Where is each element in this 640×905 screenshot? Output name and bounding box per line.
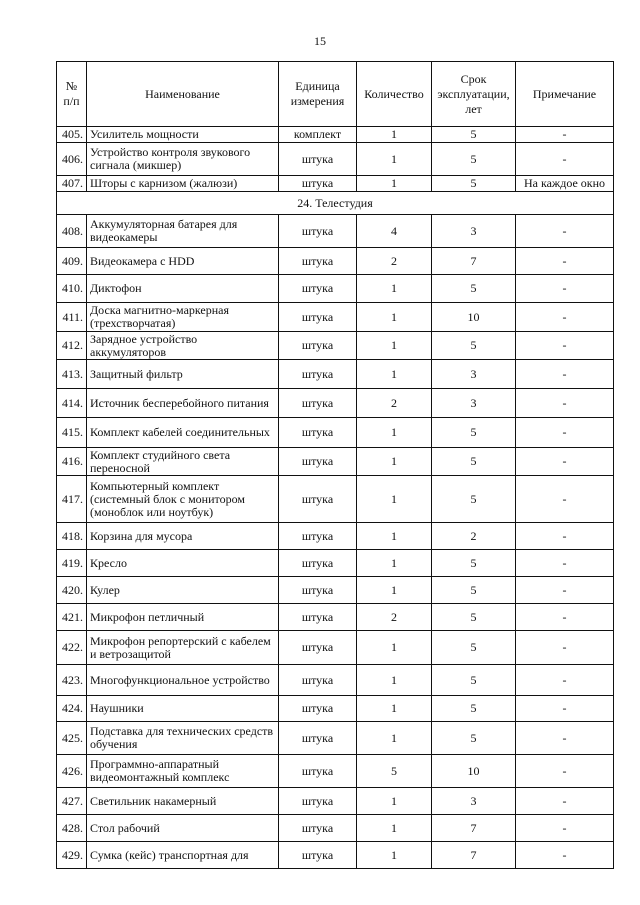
table-row (57, 418, 614, 448)
cell-unit: штука (279, 389, 357, 418)
cell-qty: 1 (357, 631, 432, 665)
header-note: Примечание (516, 62, 614, 127)
cell-unit: штука (279, 722, 357, 755)
cell-num: 406. (57, 143, 87, 176)
cell-life: 5 (432, 418, 516, 448)
cell-life: 5 (432, 275, 516, 303)
cell-unit: штука (279, 275, 357, 303)
cell-life: 5 (432, 577, 516, 604)
cell-num: 417. (57, 476, 87, 523)
header-life: Срок эксплуатации, лет (432, 62, 516, 127)
cell-qty: 2 (357, 248, 432, 275)
cell-name: Зарядное устройство аккумуляторов (87, 332, 279, 360)
cell-num: 414. (57, 389, 87, 418)
cell-num: 425. (57, 722, 87, 755)
cell-note: - (516, 476, 614, 523)
cell-num: 413. (57, 360, 87, 389)
cell-unit: штука (279, 448, 357, 476)
table-row (57, 248, 614, 275)
cell-name: Комплект студийного света переносной (87, 448, 279, 476)
cell-num: 427. (57, 788, 87, 815)
cell-unit: штука (279, 332, 357, 360)
cell-qty: 1 (357, 523, 432, 550)
cell-name: Усилитель мощности (87, 127, 279, 143)
cell-note: - (516, 418, 614, 448)
cell-note: - (516, 143, 614, 176)
cell-life: 3 (432, 788, 516, 815)
cell-life: 7 (432, 248, 516, 275)
cell-unit: штука (279, 303, 357, 332)
cell-num: 428. (57, 815, 87, 842)
table-row (57, 631, 614, 665)
cell-num: 415. (57, 418, 87, 448)
cell-note: - (516, 448, 614, 476)
cell-num: 410. (57, 275, 87, 303)
cell-note: - (516, 815, 614, 842)
cell-num: 412. (57, 332, 87, 360)
page-number: 15 (314, 34, 326, 48)
header-num: № п/п (57, 62, 87, 127)
cell-life: 5 (432, 665, 516, 696)
cell-life: 5 (432, 143, 516, 176)
cell-name: Стол рабочий (87, 815, 279, 842)
cell-num: 418. (57, 523, 87, 550)
cell-name: Аккумуляторная батарея для видеокамеры (87, 215, 279, 248)
cell-note: - (516, 127, 614, 143)
cell-life: 5 (432, 696, 516, 722)
table-row (57, 696, 614, 722)
section-row (57, 192, 614, 215)
table-row (57, 665, 614, 696)
table-row (57, 389, 614, 418)
cell-name: Программно-аппаратный видеомонтажный комплекс (87, 755, 279, 788)
cell-note: - (516, 604, 614, 631)
cell-qty: 1 (357, 448, 432, 476)
cell-qty: 4 (357, 215, 432, 248)
cell-num: 407. (57, 176, 87, 192)
cell-unit: штука (279, 476, 357, 523)
cell-unit: штука (279, 550, 357, 577)
cell-unit: штука (279, 523, 357, 550)
cell-qty: 1 (357, 788, 432, 815)
inventory-table (56, 61, 614, 869)
cell-life: 2 (432, 523, 516, 550)
cell-qty: 1 (357, 815, 432, 842)
table-row (57, 176, 614, 192)
header-unit: Единица измерения (279, 62, 357, 127)
cell-qty: 1 (357, 275, 432, 303)
cell-note: - (516, 523, 614, 550)
cell-unit: штука (279, 815, 357, 842)
table-row (57, 448, 614, 476)
cell-num: 419. (57, 550, 87, 577)
cell-num: 421. (57, 604, 87, 631)
cell-qty: 1 (357, 842, 432, 869)
cell-life: 10 (432, 755, 516, 788)
cell-life: 7 (432, 842, 516, 869)
table-row (57, 143, 614, 176)
cell-qty: 1 (357, 360, 432, 389)
cell-qty: 2 (357, 389, 432, 418)
cell-qty: 1 (357, 303, 432, 332)
cell-num: 426. (57, 755, 87, 788)
cell-name: Шторы с карнизом (жалюзи) (87, 176, 279, 192)
cell-num: 420. (57, 577, 87, 604)
cell-num: 416. (57, 448, 87, 476)
cell-num: 423. (57, 665, 87, 696)
cell-qty: 1 (357, 332, 432, 360)
cell-unit: штука (279, 665, 357, 696)
table-row (57, 127, 614, 143)
cell-life: 3 (432, 215, 516, 248)
table-row (57, 215, 614, 248)
cell-name: Сумка (кейс) транспортная для (87, 842, 279, 869)
cell-unit: комплект (279, 127, 357, 143)
cell-num: 411. (57, 303, 87, 332)
cell-note: - (516, 722, 614, 755)
cell-unit: штука (279, 631, 357, 665)
table-row (57, 360, 614, 389)
table-row (57, 755, 614, 788)
cell-qty: 1 (357, 418, 432, 448)
cell-note: - (516, 665, 614, 696)
cell-life: 5 (432, 127, 516, 143)
cell-life: 7 (432, 815, 516, 842)
cell-unit: штука (279, 755, 357, 788)
cell-num: 424. (57, 696, 87, 722)
cell-note: - (516, 788, 614, 815)
cell-unit: штука (279, 143, 357, 176)
cell-unit: штука (279, 842, 357, 869)
cell-unit: штука (279, 577, 357, 604)
cell-qty: 2 (357, 604, 432, 631)
cell-name: Подставка для технических средств обучения (87, 722, 279, 755)
cell-life: 5 (432, 631, 516, 665)
cell-note: - (516, 755, 614, 788)
cell-qty: 1 (357, 476, 432, 523)
cell-life: 5 (432, 448, 516, 476)
table-row (57, 815, 614, 842)
table-row (57, 788, 614, 815)
cell-note: - (516, 360, 614, 389)
cell-life: 5 (432, 332, 516, 360)
cell-qty: 5 (357, 755, 432, 788)
cell-name: Диктофон (87, 275, 279, 303)
cell-num: 408. (57, 215, 87, 248)
cell-name: Кресло (87, 550, 279, 577)
cell-num: 405. (57, 127, 87, 143)
table-row (57, 604, 614, 631)
cell-note: - (516, 550, 614, 577)
table-row (57, 275, 614, 303)
cell-life: 3 (432, 360, 516, 389)
cell-name: Наушники (87, 696, 279, 722)
cell-qty: 1 (357, 696, 432, 722)
table-header-row (57, 62, 614, 127)
table-row (57, 842, 614, 869)
table-row (57, 303, 614, 332)
table-row (57, 332, 614, 360)
cell-qty: 1 (357, 577, 432, 604)
cell-qty: 1 (357, 550, 432, 577)
cell-name: Корзина для мусора (87, 523, 279, 550)
cell-qty: 1 (357, 127, 432, 143)
table-row (57, 722, 614, 755)
cell-unit: штука (279, 604, 357, 631)
cell-name: Компьютерный комплект (системный блок с монитором (моноблок или ноутбук) (87, 476, 279, 523)
cell-note: - (516, 577, 614, 604)
cell-qty: 1 (357, 722, 432, 755)
cell-note: - (516, 631, 614, 665)
cell-num: 409. (57, 248, 87, 275)
cell-num: 422. (57, 631, 87, 665)
cell-life: 5 (432, 550, 516, 577)
cell-name: Доска магнитно-маркерная (трехстворчатая) (87, 303, 279, 332)
cell-life: 3 (432, 389, 516, 418)
cell-unit: штука (279, 360, 357, 389)
cell-life: 10 (432, 303, 516, 332)
cell-qty: 1 (357, 176, 432, 192)
cell-name: Защитный фильтр (87, 360, 279, 389)
cell-name: Кулер (87, 577, 279, 604)
cell-unit: штука (279, 696, 357, 722)
cell-note: На каждое окно (516, 176, 614, 192)
section-title: 24. Телестудия (57, 192, 614, 215)
table-row (57, 523, 614, 550)
cell-name: Устройство контроля звукового сигнала (микшер) (87, 143, 279, 176)
header-qty: Количество (357, 62, 432, 127)
cell-note: - (516, 389, 614, 418)
cell-name: Светильник накамерный (87, 788, 279, 815)
cell-note: - (516, 303, 614, 332)
header-name: Наименование (87, 62, 279, 127)
cell-note: - (516, 275, 614, 303)
cell-qty: 1 (357, 665, 432, 696)
cell-note: - (516, 842, 614, 869)
cell-unit: штука (279, 418, 357, 448)
cell-note: - (516, 215, 614, 248)
cell-name: Источник бесперебойного питания (87, 389, 279, 418)
cell-life: 5 (432, 604, 516, 631)
table-row (57, 577, 614, 604)
cell-life: 5 (432, 476, 516, 523)
cell-name: Микрофон репортерский с кабелем и ветрозащитой (87, 631, 279, 665)
cell-unit: штука (279, 248, 357, 275)
table-row (57, 476, 614, 523)
cell-num: 429. (57, 842, 87, 869)
cell-note: - (516, 696, 614, 722)
cell-unit: штука (279, 176, 357, 192)
cell-note: - (516, 332, 614, 360)
cell-qty: 1 (357, 143, 432, 176)
table-row (57, 550, 614, 577)
cell-unit: штука (279, 788, 357, 815)
cell-name: Многофункциональное устройство (87, 665, 279, 696)
cell-name: Комплект кабелей соединительных (87, 418, 279, 448)
cell-life: 5 (432, 722, 516, 755)
cell-note: - (516, 248, 614, 275)
cell-unit: штука (279, 215, 357, 248)
cell-life: 5 (432, 176, 516, 192)
cell-name: Видеокамера с HDD (87, 248, 279, 275)
cell-name: Микрофон петличный (87, 604, 279, 631)
